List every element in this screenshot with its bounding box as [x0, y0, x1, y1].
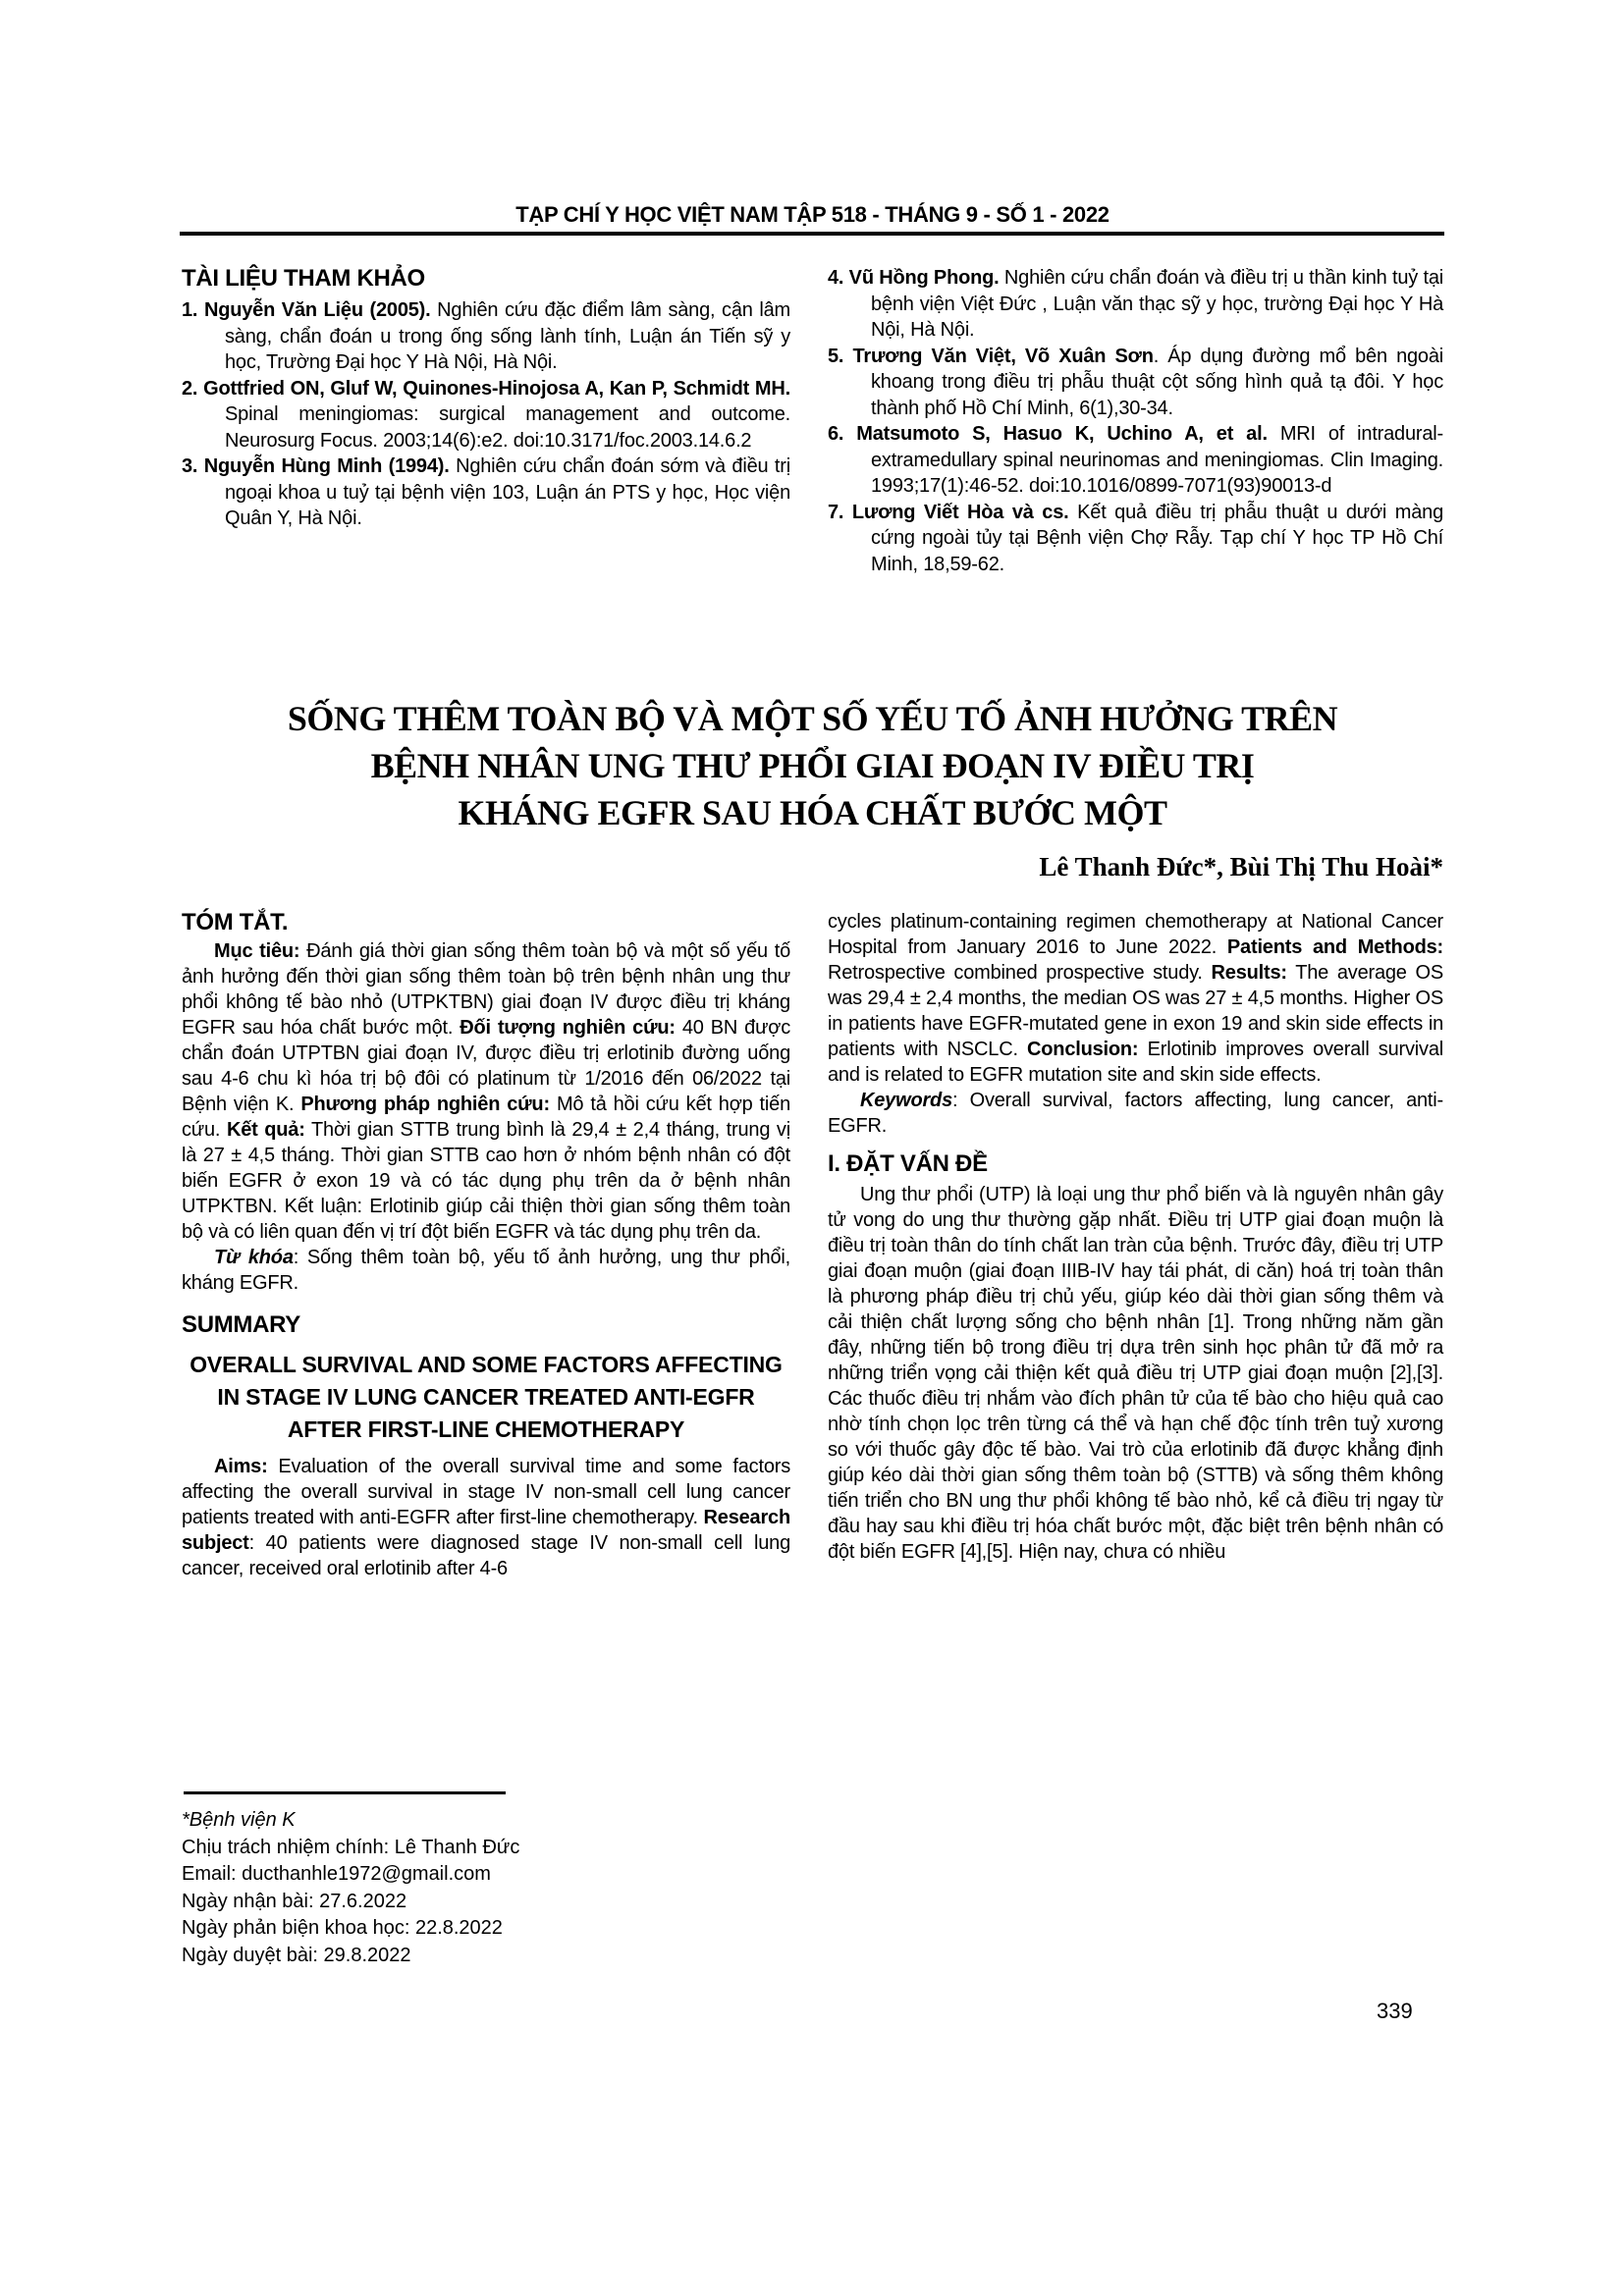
footnote-divider	[184, 1791, 506, 1794]
reference-item-5: 5. Trương Văn Việt, Võ Xuân Sơn. Áp dụng đường mổ bên ngoài khoang trong điều trị phẫu thuật cột sống hình quả tạ đôi. Y học thành phố Hồ Chí Minh, 6(1),30-34.	[828, 345, 1444, 419]
abstract-heading: TÓM TẮT.	[182, 909, 289, 935]
footnote-received-date: Ngày nhận bài: 27.6.2022	[182, 1890, 407, 1912]
body-column-right	[828, 909, 1443, 1969]
summary-title: OVERALL SURVIVAL AND SOME FACTORS AFFECTING IN STAGE IV LUNG CANCER TREATED ANTI-EGFR AFTER FIRST-LINE CHEMOTHERAPY	[189, 1352, 783, 1442]
body-column-left	[182, 909, 790, 1969]
header-rule	[180, 232, 1444, 236]
article-authors: Lê Thanh Đức*, Bùi Thị Thu Hoài*	[1039, 852, 1443, 881]
introduction-heading: I. ĐẶT VẤN ĐỀ	[828, 1150, 988, 1177]
references-column-left	[182, 265, 790, 577]
keywords-en-paragraph: Keywords: Overall survival, factors affecting, lung cancer, anti-EGFR.	[828, 1090, 1443, 1137]
footnote-affiliation: *Bệnh viện K	[182, 1809, 296, 1831]
footnote-review-date: Ngày phản biện khoa học: 22.8.2022	[182, 1917, 503, 1939]
references-column-right	[828, 265, 1443, 577]
reference-item-4: 4. Vũ Hồng Phong. Nghiên cứu chẩn đoán và điều trị u thần kinh tuỷ tại bệnh viện Việt Đức , Luận văn thạc sỹ y học, trường Đại học Y Hà Nội, Hà Nội.	[828, 267, 1443, 341]
summary-heading: SUMMARY	[182, 1311, 301, 1338]
article-title	[182, 695, 1443, 836]
reference-item-6: 6. Matsumoto S, Hasuo K, Uchino A, et al. MRI of intradural-extramedullary spinal neurinomas and meningiomas. Clin Imaging. 1993;17(1):46-52. doi:10.1016/0899-7071(93)90013-d	[828, 423, 1443, 497]
reference-item-3: 3. Nguyễn Hùng Minh (1994). Nghiên cứu chẩn đoán sớm và điều trị ngoại khoa u tuỷ tại bệnh viện 103, Luận án PTS y học, Học viện Quân Y, Hà Nội.	[182, 455, 790, 529]
title-line-3: KHÁNG EGFR SAU HÓA CHẤT BƯỚC MỘT	[458, 793, 1167, 832]
reference-item-2: 2. Gottfried ON, Gluf W, Quinones-Hinojosa A, Kan P, Schmidt MH. Spinal meningiomas: surgical management and outcome. Neurosurg Focus. 2003;14(6):e2. doi:10.3171/foc.2003.14.6.2	[182, 377, 790, 452]
reference-item-7: 7. Lương Viết Hòa và cs. Kết quả điều trị phẫu thuật u dưới màng cứng ngoài tủy tại Bệnh viện Chợ Rẫy. Tạp chí Y học TP Hồ Chí Minh, 18,59-62.	[828, 501, 1443, 575]
references-heading: TÀI LIỆU THAM KHẢO	[182, 265, 425, 292]
summary-aims-paragraph: Aims: Evaluation of the overall survival time and some factors affecting the overall survival in stage IV non-small cell lung cancer patients treated with anti-EGFR after first-line chemotherapy. Research subject: 40 patients were diagnosed stage IV non-small cell lung cancer, received oral erlotinib after 4-6	[182, 1456, 790, 1579]
page-number: 339	[1377, 1999, 1413, 2023]
abstract-objective-paragraph: Mục tiêu: Đánh giá thời gian sống thêm toàn bộ và một số yếu tố ảnh hưởng đến thời gian sống thêm toàn bộ trên bệnh nhân ung thư phổi không tế bào nhỏ (UTPKTBN) giai đoạn IV được điều trị kháng EGFR sau hóa chất bước một. Đối tượng nghiên cứu: 40 BN được chẩn đoán UTPTBN giai đoạn IV, được điều trị erlotinib đường uống sau 4-6 chu kì hóa trị bộ đôi có platinum từ 1/2016 đến 06/2022 tại Bệnh viện K. Phương pháp nghiên cứu: Mô tả hồi cứu kết hợp tiến cứu. Kết quả: Thời gian STTB trung bình là 29,4 ± 2,4 tháng, trung vị là 27 ± 4,5 tháng. Thời gian STTB cao hơn ở nhóm bệnh nhân có đột biến EGFR ở exon 19 và có tác dụng phụ trên da ở bệnh nhân UTPKTBN. Kết luận: Erlotinib giúp cải thiện thời gian sống thêm toàn bộ và có liên quan đến vị trí đột biến EGFR và tác dụng phụ trên da.	[182, 940, 790, 1243]
summary-continuation-paragraph: cycles platinum-containing regimen chemotherapy at National Cancer Hospital from January 2016 to June 2022. Patients and Methods: Retrospective combined prospective study. Results: The average OS was 29,4 ± 2,4 months, the median OS was 27 ± 4,5 months. Higher OS in patients have EGFR-mutated gene in exon 19 and skin side effects in patients with NSCLC. Conclusion: Erlotinib improves overall survival and is related to EGFR mutation site and skin side effects.	[828, 911, 1444, 1086]
references-section	[182, 265, 1443, 577]
footnote-responsible: Chịu trách nhiệm chính: Lê Thanh Đức	[182, 1836, 520, 1858]
title-line-2: BỆNH NHÂN UNG THƯ PHỔI GIAI ĐOẠN IV ĐIỀU TRỊ	[370, 746, 1255, 785]
reference-item-1: 1. Nguyễn Văn Liệu (2005). Nghiên cứu đặc điểm lâm sàng, cận lâm sàng, chẩn đoán u trong ống sống lành tính, Luận án Tiến sỹ y học, Trường Đại học Y Hà Nội, Hà Nội.	[182, 299, 790, 373]
introduction-paragraph: Ung thư phổi (UTP) là loại ung thư phổ biến và là nguyên nhân gây tử vong do ung thư thường gặp nhất. Điều trị UTP giai đoạn muộn là điều trị toàn thân do tính chất lan tràn của bệnh. Trước đây, điều trị UTP giai đoạn muộn (giai đoạn IIIB-IV hay tái phát, di căn) hoá trị toàn thân là phương pháp điều trị chủ yếu, giúp kéo dài thời gian sống thêm và cải thiện chất lượng sống cho bệnh nhân [1]. Trong những năm gần đây, những tiến bộ trong điều trị dựa trên sinh học phân tử đã mở ra những triển vọng cải thiện kết quả điều trị UTP giai đoạn muộn [2],[3]. Các thuốc điều trị nhắm vào đích phân tử của tế bào cho hiệu quả cao nhờ tính chọn lọc trên từng cá thể và hạn chế độc tính trên tuỷ xương so với thuốc gây độc tế bào. Vai trò của erlotinib đã được khẳng định giúp kéo dài thời gian sống thêm toàn bộ (STTB) và sống thêm không tiến triển cho BN ung thư phổi không tế bào nhỏ, kể cả điều trị ngay từ đầu hay sau khi điều trị hóa chất bước một, đặc biệt trên bệnh nhân có đột biến EGFR [4],[5]. Hiện nay, chưa có nhiều	[828, 1184, 1443, 1563]
title-line-1: SỐNG THÊM TOÀN BỘ VÀ MỘT SỐ YẾU TỐ ẢNH HƯỞNG TRÊN	[287, 699, 1338, 738]
abstract-keywords-paragraph: Từ khóa: Sống thêm toàn bộ, yếu tố ảnh hưởng, ung thư phổi, kháng EGFR.	[182, 1247, 790, 1294]
footnote-approved-date: Ngày duyệt bài: 29.8.2022	[182, 1944, 411, 1966]
footnote-block	[182, 1791, 790, 1969]
journal-header: TẠP CHÍ Y HỌC VIỆT NAM TẬP 518 - THÁNG 9 - SỐ 1 - 2022	[515, 202, 1110, 227]
article-body	[182, 909, 1443, 1969]
footnote-email: Email: ducthanhle1972@gmail.com	[182, 1863, 491, 1885]
